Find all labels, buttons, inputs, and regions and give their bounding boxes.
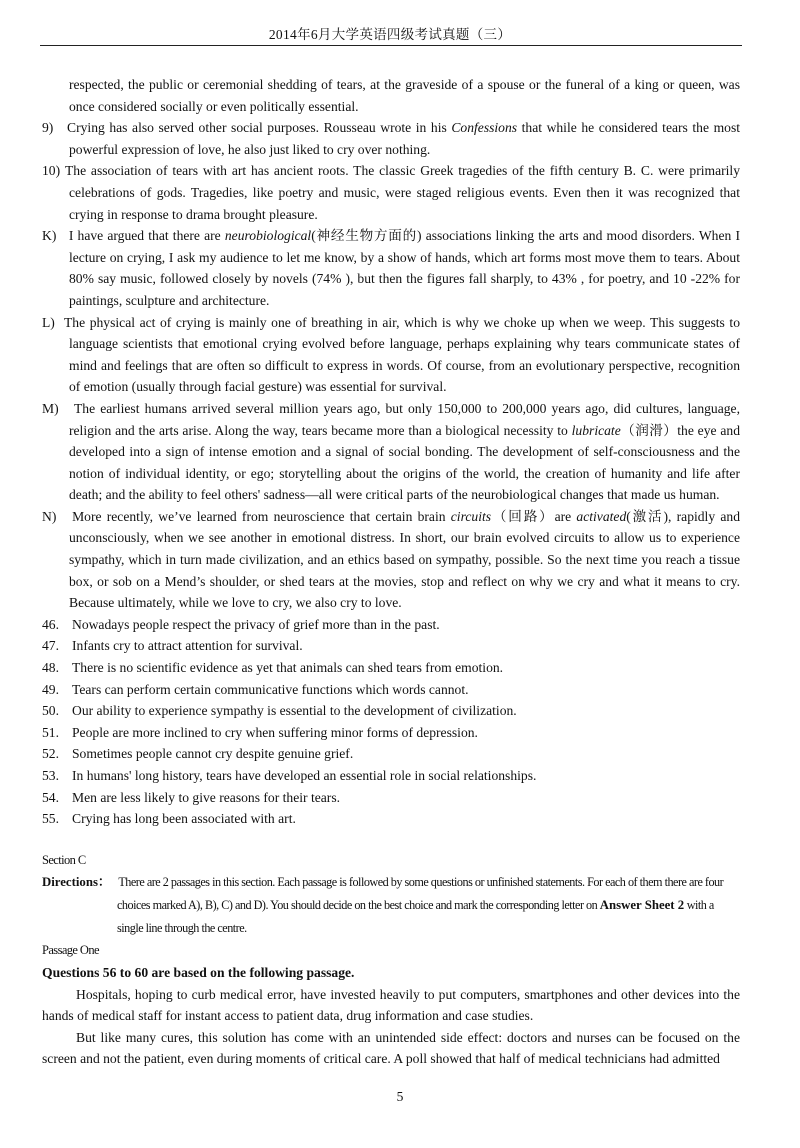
question-item [42,743,740,765]
paragraph-text: The association of tears with art has ancient roots. The classic Greek tragedies of the fifth century B. C. were primarily celebrations of gods. Tragedies, like poetry and music, were staged religious events. Even then it was recognized that crying in response to drama brought pleasure. [64,163,740,222]
chinese-gloss: (神经生物方面的) [311,228,422,244]
question-item [42,808,740,830]
paragraph-label: 10) [42,163,61,179]
paragraph-label: N) [42,508,57,524]
italic-term: activated [576,508,627,524]
paragraph-8-continued: respected, the public or ceremonial shedding of tears, at the graveside of a spouse or the funeral of a king or queen, was once considered socially or even politically essential. [69,77,740,114]
question-text: Our ability to experience sympathy is essential to the development of civilization. [72,703,517,719]
question-text: Crying has long been associated with art. [72,811,296,827]
chinese-gloss: (激活) [626,508,668,524]
question-number: 46. [42,616,59,632]
paragraph-text: the eye and developed into a sign of intense emotion and a signal of social bonding. The development of self-consciousness and the notion of individual identity, or ego; storytelling about the origins of the world, the creation of humanity and life after death; and the ability to feel others' sadness—all were critical parts of the neurobiological changes that made us human. [69,422,740,503]
question-number: 47. [42,638,59,654]
page-header-title: 2014年6月大学英语四级考试真题（三） [268,27,512,42]
paragraph-text: Crying has also served other social purposes. Rousseau wrote in his [67,120,452,136]
question-number: 52. [42,746,59,762]
question-item [42,635,740,657]
question-number: 55. [42,811,59,827]
chinese-gloss: （润滑） [620,422,678,438]
paragraph-text: , rapidly and unconsciously, when we see another in emotional distress. In short, our brain evolved circuits to allow us to experience sympathy, which in turn made civilization, and an ethics based on sympathy, possible. So the next time you reach a tissue box, or sob on a Mend’s shoulder, or shed tears at the movies, stop and reflect on why we cry and what it means to cry. Because ultimately, while we love to cry, we also cry to love. [69,508,740,611]
directions-block [42,871,740,940]
paragraph-text: are [554,508,577,524]
question-item [42,765,740,787]
paragraph-text: that while he considered tears the most powerful expression of love, he also just liked to cry over nothing. [69,120,741,157]
chinese-gloss: （回路） [491,508,555,524]
question-item [42,722,740,744]
paragraph-text: I have argued that there are [68,228,225,244]
questions-heading: Questions 56 to 60 are based on the following passage. [42,964,355,980]
question-number: 51. [42,724,59,740]
passage-label: Passage One [42,943,99,958]
paragraph-label: M) [42,400,59,416]
paragraph-l [42,312,740,398]
question-item [42,787,740,809]
question-item [42,700,740,722]
paragraph-9 [42,117,740,160]
question-text: There is no scientific evidence as yet that animals can shed tears from emotion. [72,660,504,676]
section-c-title: Section C [42,852,86,867]
passage-paragraph: But like many cures, this solution has come with an unintended side effect: doctors and nurses can be focused on the screen and not the patient, even during moments of critical care. A poll showed that half of medical technicians had admitted [42,1029,740,1067]
paragraph-label: L) [42,314,55,330]
paragraph-label: 9) [42,120,54,136]
italic-term: neurobiological [224,228,312,244]
paragraph-label: K) [42,228,57,244]
question-text: People are more inclined to cry when suffering minor forms of depression. [72,724,478,740]
question-number: 49. [42,681,59,697]
question-text: Tears can perform certain communicative functions which words cannot. [72,681,469,697]
paragraph-n [42,506,740,614]
directions-label: Directions： [42,875,111,890]
answer-sheet-label: Answer Sheet 2 [599,898,685,913]
passage-paragraph: Hospitals, hoping to curb medical error, have invested heavily to put computers, smartphones and other devices into the hands of medical staff for instant access to patient data, drug information and case studies. [42,986,740,1024]
page-content [42,74,740,1070]
question-number: 50. [42,703,59,719]
question-number: 54. [42,789,59,805]
page-number: 5 [396,1089,404,1104]
italic-term: Confessions [451,120,518,136]
question-text: Nowadays people respect the privacy of grief more than in the past. [72,616,440,632]
paragraph-m [42,398,740,506]
question-text: In humans' long history, tears have developed an essential role in social relationships. [72,768,537,783]
question-item [42,614,740,636]
question-item [42,657,740,679]
directions-text: There are 2 passages in this section. Each passage is followed by some questions or unfinished statements. For each of them there are four choices marked A), B), C) and D). You should decide on the best choice and mark the corresponding letter on [117,875,724,913]
directions-text: with a single line through the centre. [117,898,714,936]
question-text: Infants cry to attract attention for survival. [72,638,303,654]
question-item [42,679,740,701]
paragraph-text: associations linking the arts and mood disorders. When I lecture on crying, I ask my audience to let me know, by a show of hands, which art forms most move them to tears. About 80% say music, followed closely by novels (74% ), but then the figures fall sharply, to 43% , for poetry, and 10 -22% for paintings, sculpture and architecture. [69,228,740,308]
question-text: Sometimes people cannot cry despite genuine grief. [72,746,354,762]
paragraph-text: The earliest humans arrived several million years ago, but only 150,000 to 200,000 years ago, did cultures, language, religion and the arts arise. Along the way, tears became more than a biological necessity to [69,400,740,438]
paragraph-text: More recently, we’ve learned from neuroscience that certain brain [72,508,451,524]
question-number: 53. [42,768,59,783]
question-list [42,614,740,830]
paragraph-text: The physical act of crying is mainly one of breathing in air, which is why we choke up when we weep. This suggests to language scientists that emotional crying evolved before language, perhaps explaining why tears communicate states of mind and feelings that are often so difficult to express in words. Of course, from an evolutionary perspective, recognition of emotion (usually through facial gesture) was essential for survival. [64,314,740,395]
paragraph-k [42,225,740,311]
question-text: Men are less likely to give reasons for their tears. [72,789,341,805]
italic-term: circuits [450,508,492,524]
header-rule [40,45,742,46]
paragraph-10 [42,160,740,225]
italic-term: lubricate [571,422,621,438]
question-number: 48. [42,660,59,676]
